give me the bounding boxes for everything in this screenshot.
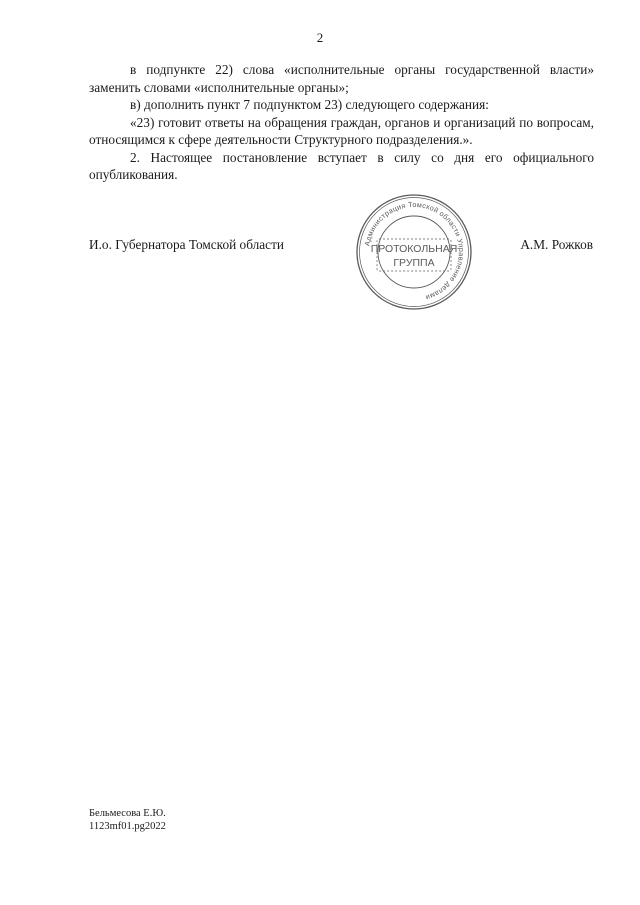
footer-author: Бельмесова Е.Ю. xyxy=(89,808,166,819)
page-number: 2 xyxy=(316,30,324,45)
stamp-ring-text: Администрация Томской области Управление делами xyxy=(362,199,467,303)
paragraph-subpoint-22: в подпункте 22) слова «исполнительные органы государственной власти» заменить словами «исполнительные органы»; xyxy=(89,62,594,95)
document-body xyxy=(89,61,594,184)
footer xyxy=(89,807,166,833)
official-stamp xyxy=(355,193,473,311)
signatory-name: А.М. Рожков xyxy=(520,237,593,252)
stamp-center-line2: ГРУППА xyxy=(393,257,435,269)
footer-file-code: 1123mf01.pg2022 xyxy=(89,821,166,832)
stamp-center-line1: ПРОТОКОЛЬНАЯ xyxy=(370,243,458,255)
paragraph-subpoint-23-text: «23) готовит ответы на обращения граждан, органов и организаций по вопросам, относящимся к сфере деятельности Структурного подразделения.». xyxy=(89,114,594,147)
paragraph-add-subpoint-23: в) дополнить пункт 7 подпунктом 23) следующего содержания: xyxy=(130,97,489,112)
signatory-title: И.о. Губернатора Томской области xyxy=(89,237,285,252)
paragraph-effective-date: 2. Настоящее постановление вступает в силу со дня его официального опубликования. xyxy=(89,149,594,182)
